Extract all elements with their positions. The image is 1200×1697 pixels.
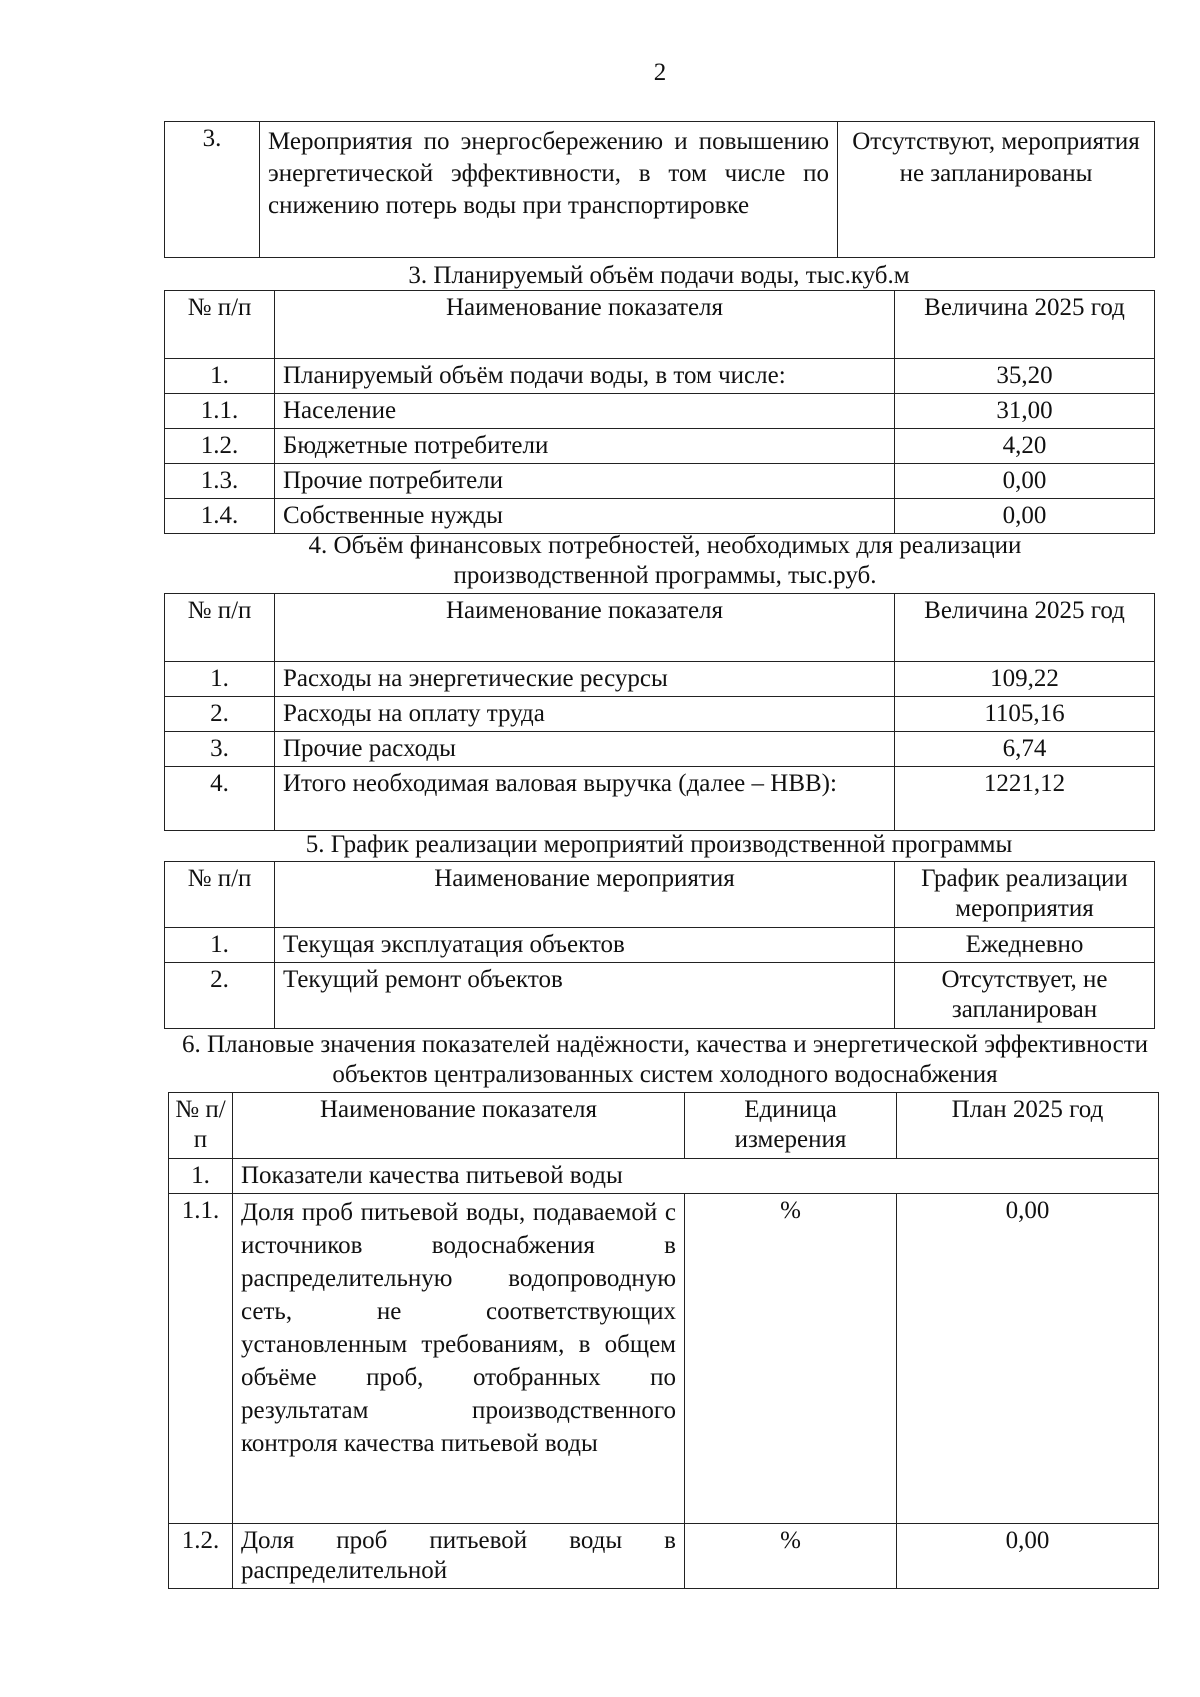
section-6-title: 6. Плановые значения показателей надёжности, качества и энергетической эффективности объектов централизованных систем холодного водоснабжения [181, 1031, 1149, 1088]
table-header-row [165, 291, 1155, 359]
header-value: График реализации мероприятия [895, 862, 1155, 928]
row-name: Собственные нужды [275, 499, 895, 534]
table-row [165, 928, 1155, 963]
table-row [165, 464, 1155, 499]
table-row [169, 1524, 1159, 1589]
row-number: 2. [165, 697, 275, 732]
table-row [165, 732, 1155, 767]
row-name: Текущая эксплуатация объектов [275, 928, 895, 963]
table-row [165, 499, 1155, 534]
row-value: 0,00 [895, 464, 1155, 499]
row-number: 1. [169, 1159, 233, 1194]
row-value: Отсутствует, не запланирован [895, 963, 1155, 1029]
header-name: Наименование показателя [233, 1093, 685, 1159]
row-number: 1. [165, 928, 275, 963]
row-name: Планируемый объём подачи воды, в том числе: [275, 359, 895, 394]
page-number: 2 [653, 59, 667, 86]
table-row [165, 429, 1155, 464]
measure-value: Отсутствуют, мероприятия не запланированы [838, 122, 1155, 258]
row-value: 31,00 [895, 394, 1155, 429]
row-value: 6,74 [895, 732, 1155, 767]
table-row [169, 1194, 1159, 1524]
row-number: 1.1. [169, 1194, 233, 1524]
row-value: 0,00 [895, 499, 1155, 534]
row-name: Прочие потребители [275, 464, 895, 499]
row-name: Текущий ремонт объектов [275, 963, 895, 1029]
row-number: 1.2. [169, 1524, 233, 1589]
row-name: Доля проб питьевой воды, подаваемой с источников водоснабжения в распределительную водопроводную сеть, не соответствующих установленным требованиям, в общем объёме проб, отобранных по результатам производственного контроля качества питьевой воды [233, 1194, 685, 1524]
row-name: Доля проб питьевой воды в распределительной [233, 1524, 685, 1589]
header-num: № п/п [165, 594, 275, 662]
table-group-row [169, 1159, 1159, 1194]
table-header-row [165, 862, 1155, 928]
table-row [165, 697, 1155, 732]
row-value: 1221,12 [895, 767, 1155, 831]
header-value: Величина 2025 год [895, 291, 1155, 359]
section-4-title: 4. Объём финансовых потребностей, необходимых для реализации производственной программы, тыс.руб. [308, 532, 1022, 589]
header-name: Наименование показателя [275, 594, 895, 662]
header-name: Наименование мероприятия [275, 862, 895, 928]
row-number: 1.1. [165, 394, 275, 429]
row-number: 1.2. [165, 429, 275, 464]
table-header-row [165, 594, 1155, 662]
row-number: 3. [165, 732, 275, 767]
row-name: Расходы на оплату труда [275, 697, 895, 732]
row-number: 3. [165, 122, 260, 258]
row-name: Расходы на энергетические ресурсы [275, 662, 895, 697]
table-row [165, 394, 1155, 429]
row-number: 1.4. [165, 499, 275, 534]
row-value: 35,20 [895, 359, 1155, 394]
header-num: № п/п [165, 291, 275, 359]
table-header-row [169, 1093, 1159, 1159]
row-value: 109,22 [895, 662, 1155, 697]
row-unit: % [685, 1524, 897, 1589]
section-5-title: 5. График реализации мероприятий производственной программы [305, 831, 1013, 858]
header-name: Наименование показателя [275, 291, 895, 359]
row-number: 4. [165, 767, 275, 831]
row-number: 1. [165, 359, 275, 394]
table-row [165, 359, 1155, 394]
row-value: 0,00 [897, 1194, 1159, 1524]
row-unit: % [685, 1194, 897, 1524]
row-name: Прочие расходы [275, 732, 895, 767]
header-num: № п/п [165, 862, 275, 928]
header-unit: Единица измерения [685, 1093, 897, 1159]
row-value: Ежедневно [895, 928, 1155, 963]
table-row [165, 767, 1155, 831]
table-row [165, 122, 1155, 258]
row-value: 1105,16 [895, 697, 1155, 732]
measure-name: Мероприятия по энергосбережению и повышению энергетической эффективности, в том числе по снижению потерь воды при транспортировке [260, 122, 838, 258]
row-value: 0,00 [897, 1524, 1159, 1589]
header-num: № п/п [169, 1093, 233, 1159]
header-value: План 2025 год [897, 1093, 1159, 1159]
top-table [164, 121, 1155, 258]
table-row [165, 662, 1155, 697]
row-name: Население [275, 394, 895, 429]
row-number: 1. [165, 662, 275, 697]
section-6-table [168, 1092, 1159, 1589]
section-3-title: 3. Планируемый объём подачи воды, тыс.куб.м [408, 262, 910, 289]
group-name: Показатели качества питьевой воды [233, 1159, 1159, 1194]
table-row [165, 963, 1155, 1029]
row-number: 1.3. [165, 464, 275, 499]
section-4-table [164, 593, 1155, 831]
row-value: 4,20 [895, 429, 1155, 464]
row-name: Бюджетные потребители [275, 429, 895, 464]
row-name: Итого необходимая валовая выручка (далее – НВВ): [275, 767, 895, 831]
section-3-table [164, 290, 1155, 534]
section-5-table [164, 861, 1155, 1029]
row-number: 2. [165, 963, 275, 1029]
header-value: Величина 2025 год [895, 594, 1155, 662]
